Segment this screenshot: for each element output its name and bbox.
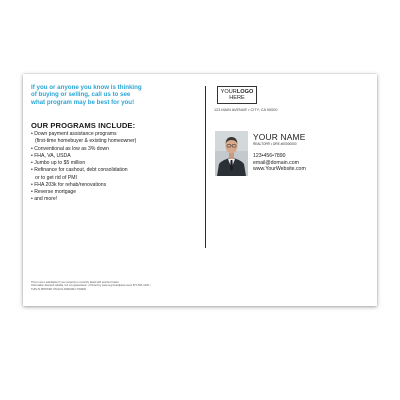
- phone-number: 123•456•7890: [253, 153, 286, 159]
- programs-list: [31, 131, 136, 204]
- headline-line: what program may be best for you!: [31, 98, 135, 106]
- disclaimer-line: THIS IS PRINTED ON ECO-FRIENDLY PAPER.: [31, 287, 87, 291]
- agent-photo: [215, 131, 248, 176]
- logo-text-regular: YOUR: [220, 89, 237, 95]
- logo-placeholder: [217, 86, 257, 104]
- programs-title: OUR PROGRAMS INCLUDE:: [31, 121, 136, 130]
- agent-license: REALTOR® • DRE #00000000: [253, 142, 297, 146]
- headline-line: If you or anyone you know is thinking: [31, 84, 142, 91]
- program-item: (first-time homebuyer & existing homeowner): [35, 138, 137, 145]
- headline: [31, 84, 201, 106]
- disclaimer: [31, 281, 196, 291]
- agent-portrait-image: [215, 131, 248, 176]
- logo-text-bold: LOGO: [236, 89, 254, 95]
- headline-line: of buying or selling, call us to see: [31, 91, 131, 99]
- program-item: • FHA 203k for rehab/renovations: [31, 181, 107, 188]
- disclaimer-line: This is not a solicitation if your property is currently listed with another broker.: [31, 281, 120, 284]
- program-item: • Jumbo up to $5 million: [31, 160, 86, 166]
- email-address: email@domain.com: [253, 159, 299, 166]
- vertical-divider: [205, 86, 206, 248]
- program-item: • FHA, VA, USDA: [31, 152, 71, 159]
- program-item: or to get rid of PMI: [35, 174, 77, 181]
- program-item: • Down payment assistance programs: [31, 131, 117, 137]
- program-item: • Conventional as low as 3% down: [31, 145, 109, 152]
- agent-name: YOUR NAME: [253, 132, 306, 142]
- logo-text-line2: HERE: [229, 95, 245, 101]
- disclaimer-line: Information deemed reliable, but not guaranteed. • Printed by www.myprintedpiece.store 877-551-1226 •: [31, 284, 151, 288]
- program-item: • and more!: [31, 196, 58, 203]
- return-address: 123 MAIN AVENUE • CITY, CA 90000: [214, 108, 278, 112]
- contact-info: [253, 153, 306, 173]
- postcard: [23, 74, 377, 306]
- program-item: • Reverse mortgage: [31, 189, 77, 195]
- program-item: • Refinance for cashout, debt consolidation: [31, 167, 128, 174]
- website-url: www.YourWebsite.com: [253, 166, 306, 173]
